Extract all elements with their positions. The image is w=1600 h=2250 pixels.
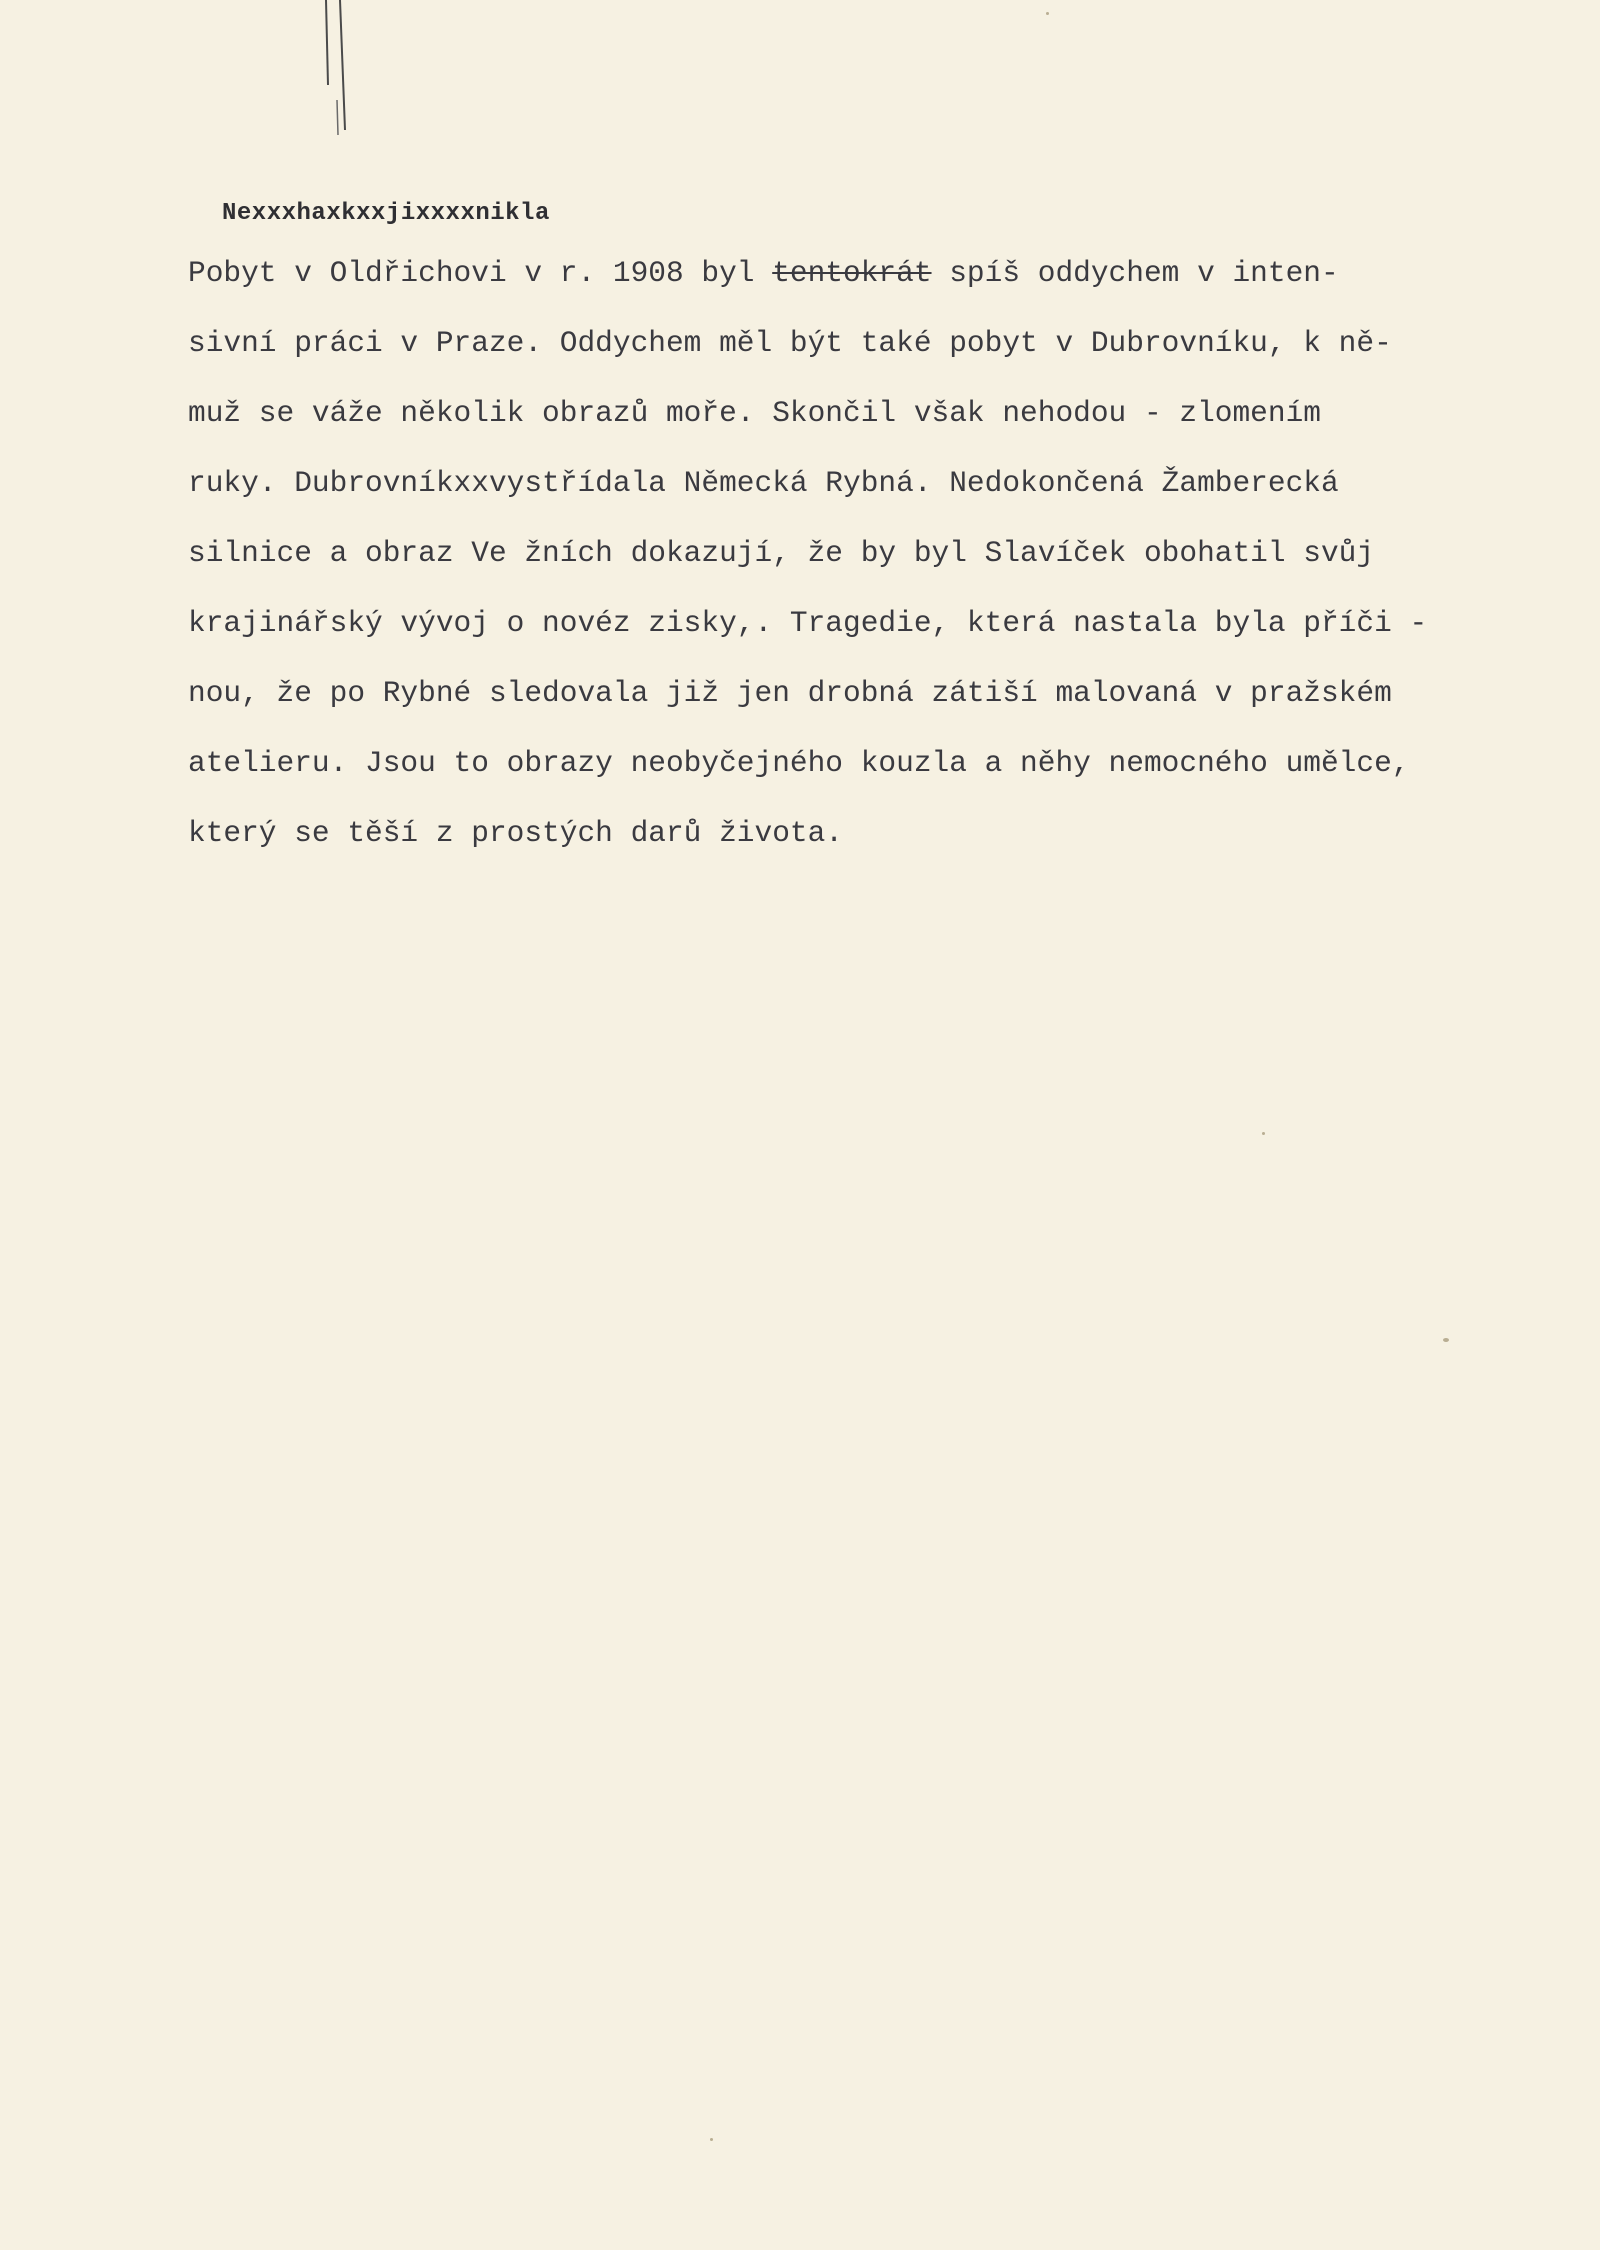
text-line-9: který se těší z prostých darů života. [188,816,844,850]
paper-speck [1443,1338,1449,1342]
text-line-3: muž se váže několik obrazů moře. Skončil však nehodou - zlomením [188,396,1321,430]
text-line-1 [188,238,1568,308]
text-line-7: nou, že po Rybné sledovala již jen drobná zátiší malovaná v pražském [188,676,1392,710]
text-line-8: atelieru. Jsou to obrazy neobyčejného kouzla a něhy nemocného umělce, [188,746,1410,780]
struck-word: tentokrát [772,256,932,290]
struck-out-heading: Nexxxhaxkxxjixxxxnikla [222,200,550,227]
text-line-1-start: Pobyt v Oldřichovi v r. 1908 byl [188,256,773,290]
text-line-6: krajinářský vývoj o novéz zisky,. Tragedie, která nastala byla příči - [188,606,1428,640]
text-line-5: silnice a obraz Ve žních dokazují, že by byl Slavíček obohatil svůj [188,536,1375,570]
text-line-2: sivní práci v Praze. Oddychem měl být také pobyt v Dubrovníku, k ně- [188,326,1392,360]
typewritten-paragraph [188,238,1568,868]
text-line-4: ruky. Dubrovníkxxvystřídala Německá Rybná. Nedokončená Žamberecká [188,466,1339,500]
pencil-margin-marks [318,0,378,140]
text-line-1-end: spíš oddychem v inten- [931,256,1339,290]
paper-speck [1262,1132,1265,1135]
paper-speck [710,2138,713,2141]
paper-speck [1046,12,1049,15]
